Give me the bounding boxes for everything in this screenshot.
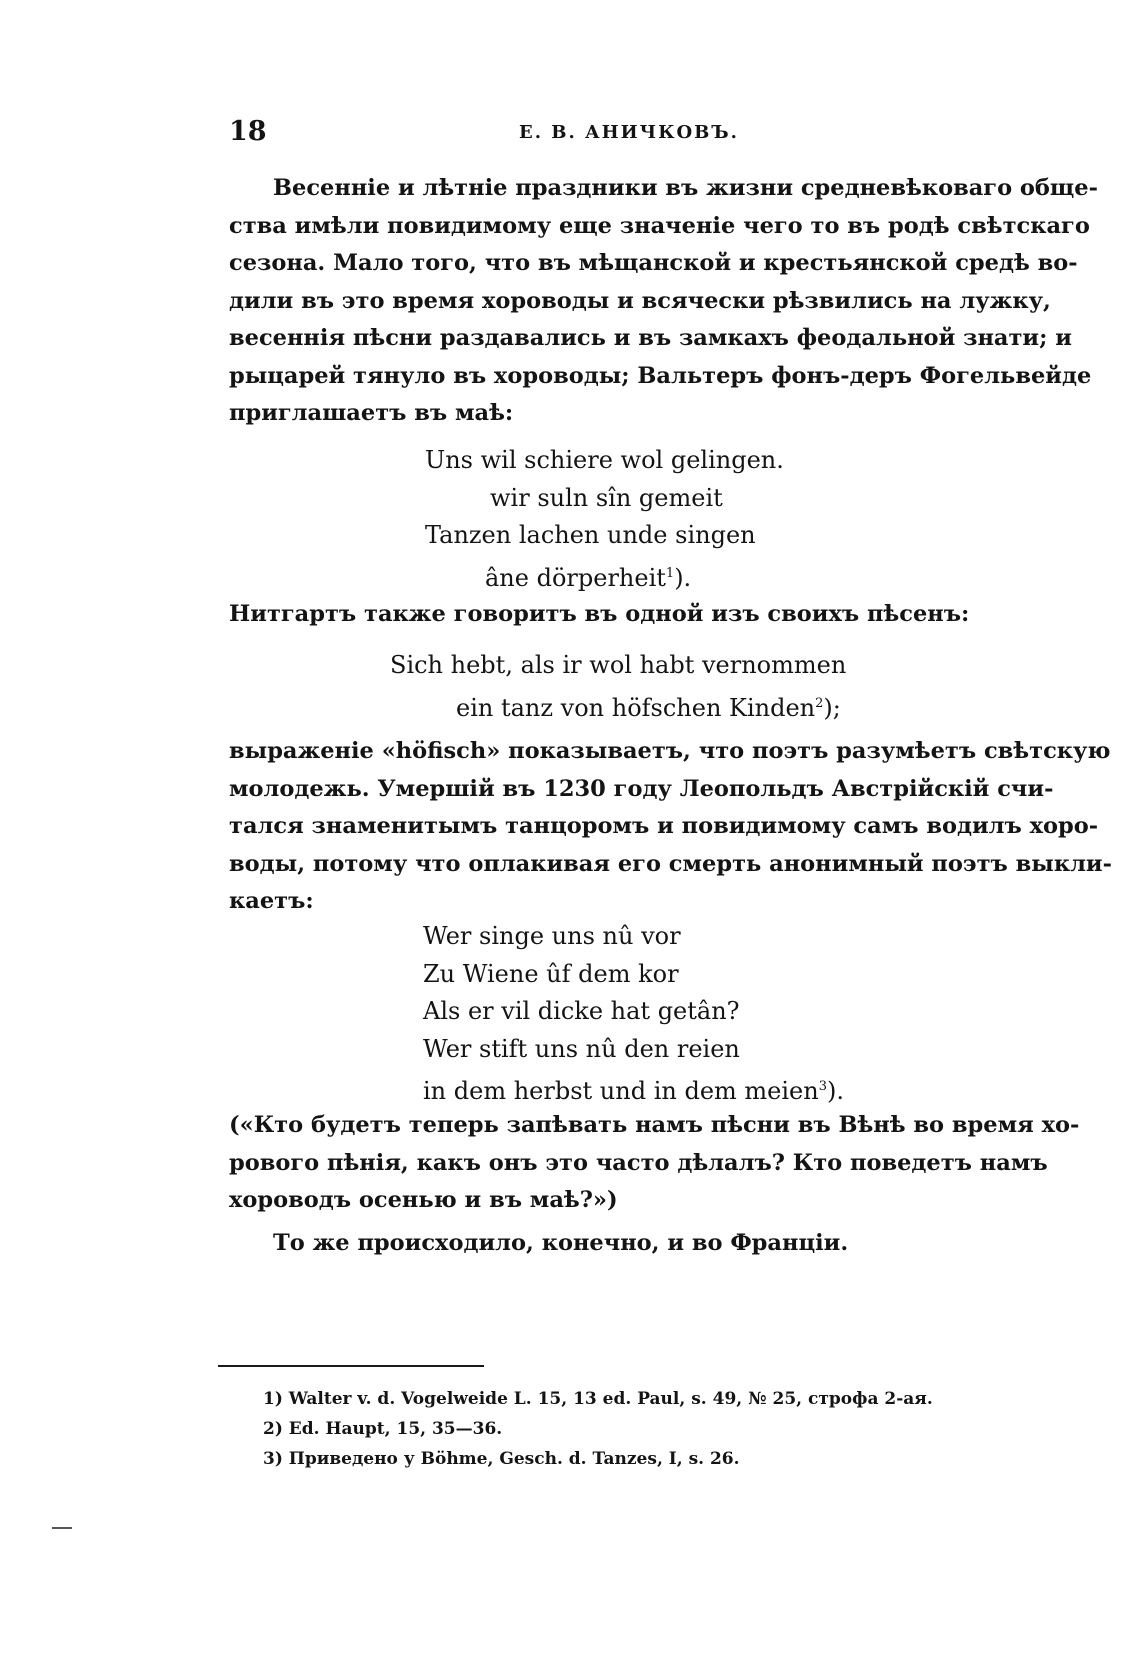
footnote: 2) Ed. Haupt, 15, 35—36. [263, 1419, 503, 1439]
paragraph-translation [229, 1107, 1080, 1220]
verse-lament: Wer singe uns nû vor Zu Wiene ûf dem kor Als er vil dicke hat getân? Wer stift uns nû den reien in dem herbst und in dem meien$^3$). [423, 918, 844, 1111]
footnotes [263, 1384, 933, 1474]
text-line: приглашаетъ въ маѣ: [229, 400, 514, 426]
verse-line: Zu Wiene ûf dem kor [423, 959, 679, 988]
scan-edge-mark [52, 1527, 72, 1529]
text-line: весеннія пѣсни раздавались и въ замкахъ феодальной знати; и [229, 325, 1072, 351]
verse-line: Wer stift uns nû den reien [423, 1034, 740, 1063]
footnote: 3) Приведено у Böhme, Gesch. d. Tanzes, I, s. 26. [263, 1449, 740, 1469]
text-line: Нитгартъ также говоритъ въ одной изъ своихъ пѣсенъ: [229, 601, 970, 627]
page-header [229, 116, 999, 156]
footnote-ref: 1 [665, 565, 675, 581]
footnote: 1) Walter v. d. Vogelweide L. 15, 13 ed. Paul, s. 49, № 25, строфа 2-ая. [263, 1389, 933, 1409]
verse-line: wir suln sîn gemeit [490, 483, 723, 512]
text-line: выраженіе «höfisch» показываетъ, что поэтъ разумѣетъ свѣтскую [229, 738, 1111, 764]
footnote-rule [218, 1365, 484, 1367]
verse-neidhart: Sich hebt, als ir wol habt vernommen ein tanz von höfschen Kinden$^2$); [390, 647, 846, 727]
verse-line: Tanzen lachen unde singen [425, 521, 756, 549]
verse-line: in dem herbst und in dem meien [423, 1077, 819, 1105]
text-line: хороводъ осенью и въ маѣ?») [229, 1187, 618, 1213]
verse-line: Uns wil schiere wol gelingen. [425, 446, 784, 474]
page-number: 18 [229, 116, 267, 147]
text-line: ства имѣли повидимому еще значеніе чего то въ родѣ свѣтскаго [229, 212, 1090, 239]
paragraph-festivals [229, 170, 1098, 433]
paragraph-neidhart [229, 596, 1001, 634]
text-line: тался знаменитымъ танцоромъ и повидимому самъ водилъ хоро- [229, 813, 1099, 839]
paragraph-france [229, 1225, 1001, 1263]
footnote-ref: 3 [818, 1079, 827, 1094]
text-line: рыцарей тянуло въ хороводы; Вальтеръ фонъ-деръ Фогельвейде [229, 362, 1092, 389]
text-line: каетъ: [229, 888, 314, 914]
text-line: сезона. Мало того, что въ мѣщанской и крестьянской средѣ во- [229, 250, 1078, 276]
text-line: («Кто будетъ теперь запѣвать намъ пѣсни въ Вѣнѣ во время хо- [229, 1112, 1080, 1138]
text-line: То же происходило, конечно, и во Франціи. [273, 1230, 849, 1256]
verse-line: Sich hebt, als ir wol habt vernommen [390, 651, 847, 679]
footnote-ref: 2 [815, 695, 824, 711]
text-line: молодежь. Умершій въ 1230 году Леопольдъ Австрійскій счи- [229, 775, 1054, 802]
text-line: Весенніе и лѣтніе праздники въ жизни средневѣковаго обще- [273, 175, 1098, 201]
verse-line: âne dörperheit [485, 563, 666, 592]
verse-line: ein tanz von höfschen Kinden [456, 693, 816, 722]
text-line: дили въ это время хороводы и всячески рѣзвились на лужку, [229, 287, 1051, 314]
running-head: Е. В. АНИЧКОВЪ. [519, 122, 739, 143]
text-line: воды, потому что оплакивая его смерть анонимный поэтъ выкли- [229, 850, 1112, 877]
verse-line: Als er vil dicke hat getân? [423, 997, 740, 1025]
text-line: рового пѣнія, какъ онъ это часто дѣлалъ? Кто поведетъ намъ [229, 1149, 1048, 1176]
verse-line: Wer singe uns nû vor [423, 922, 681, 950]
paragraph-hofisch [229, 733, 1112, 921]
verse-vogelweide: Uns wil schiere wol gelingen. wir suln sîn gemeit Tanzen lachen unde singen âne dörperheit$^1$). [425, 442, 784, 597]
